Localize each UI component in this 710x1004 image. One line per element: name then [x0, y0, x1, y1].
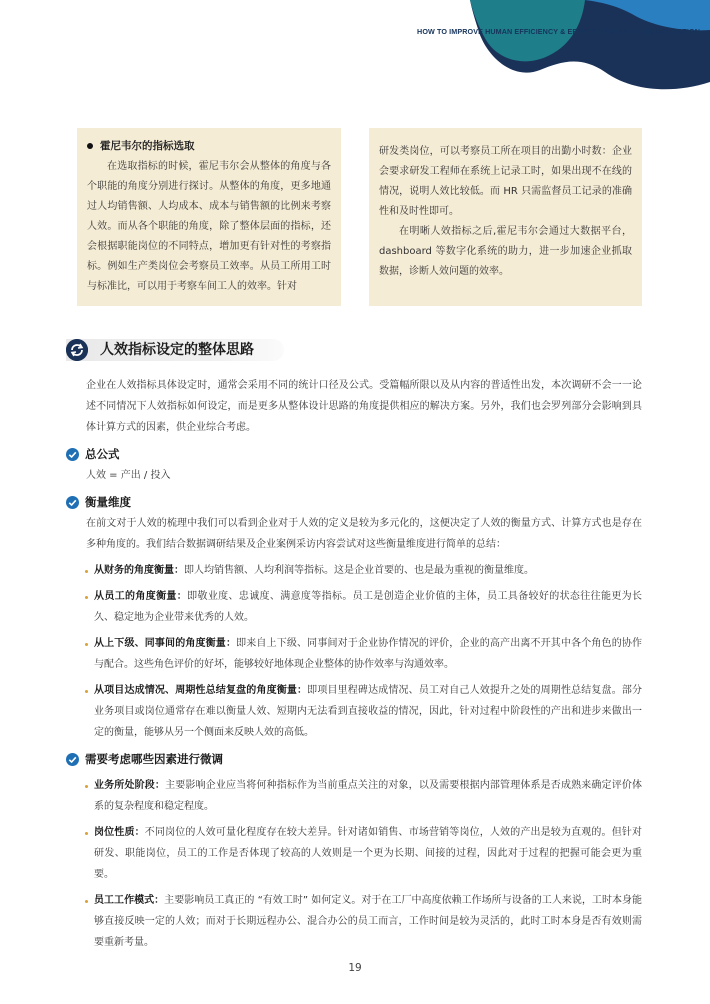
- case-box-right-paragraph-1: 研发类岗位，可以考察员工所在项目的出勤小时数：企业会要求研发工程师在系统上记录工时，如果出现不在线的情况，说明人效比较低。而 HR 只需监督员工记录的准确性和及时性即可。: [379, 146, 632, 217]
- main-content: [66, 375, 642, 953]
- bullet-dot-icon: [85, 643, 88, 646]
- list-item: [66, 680, 642, 743]
- dimensions-heading: [66, 491, 642, 513]
- list-item-label: 岗位性质：: [94, 827, 145, 838]
- list-item-text: 不同岗位的人效可量化程度存在较大差异。针对诸如销售、市场营销等岗位，人效的产出是较为直观的。但针对研发、职能岗位，员工的工作是否体现了较高的人效则是一个更为长期、间接的过程，因此对于过程的把握可能会更为重要。: [94, 827, 643, 880]
- bullet-dot-icon: [85, 596, 88, 599]
- list-item-text: 即来自上下级、同事间对于企业协作情况的评价，企业的高产出离不开其中各个角色的协作与配合。这些角色评价的好坏，能够较好地体现企业整体的协作效率与沟通效率。: [94, 638, 643, 670]
- case-box-right-paragraph-2: 在明晰人效指标之后,霍尼韦尔会通过大数据平台，dashboard 等数字化系统的助力，进一步加速企业抓取数据，诊断人效问题的效率。: [379, 226, 632, 277]
- case-box-left: [77, 128, 341, 306]
- list-item-text: 即敬业度、忠诚度、满意度等指标。员工是创造企业价值的主体，员工具备较好的状态往往能更为长久、稳定地为企业带来优秀的人效。: [94, 591, 643, 623]
- case-box-left-paragraph: 在选取指标的时候，霍尼韦尔会从整体的角度与各个职能的角度分别进行探讨。从整体的角度，更多地通过人均销售额、人均成本、成本与销售额的比例来考察人效。而从各个职能的角度，除了整体层面的指标，还会根据职能岗位的不同特点，增加更有针对性的考察指标。例如生产类岗位会考察员工效率。从员工所用工时与标准比，可以用于考察车间工人的效率。针对: [87, 161, 331, 292]
- list-item: [66, 560, 642, 581]
- list-item: [66, 586, 642, 628]
- header-decoration: [400, 0, 710, 100]
- bullet-dot-icon: [85, 570, 88, 573]
- factors-heading: [66, 748, 642, 770]
- formula-heading-text: 总公式: [85, 447, 120, 461]
- list-item: [66, 775, 642, 817]
- list-item-text: 主要影响企业应当将何种指标作为当前重点关注的对象，以及需要根据内部管理体系是否成熟来确定评价体系的复杂程度和稳定程度。: [94, 780, 643, 812]
- formula-heading: [66, 443, 642, 465]
- check-circle-icon: [66, 496, 79, 509]
- section-heading: [66, 336, 286, 364]
- list-item-label: 从财务的角度衡量：: [94, 565, 184, 576]
- formula-text: 人效 = 产出 / 投入: [86, 470, 171, 481]
- refresh-arrow-icon: [66, 339, 88, 361]
- running-header: HOW TO IMPROVE HUMAN EFFICIENCY & EFFECTIVENESS BY DIGITALIZATION: [417, 27, 700, 36]
- factors-heading-text: 需要考虑哪些因素进行微调: [85, 752, 223, 766]
- bullet-dot-icon: [85, 832, 88, 835]
- list-item-text: 主要影响员工真正的 “有效工时” 如何定义。对于在工厂中高度依赖工作场所与设备的工人来说，工时本身能够直接反映一定的人效；而对于长期远程办公、混合办公的员工而言，工作时间是较为灵活的，此时工时本身是否有效则需要重新考量。: [94, 895, 643, 948]
- dimensions-intro: 在前文对于人效的梳理中我们可以看到企业对于人效的定义是较为多元化的，这便决定了人效的衡量方式、计算方式也是存在多种角度的。我们结合数据调研结果及企业案例采访内容尝试对这些衡量维度进行简单的总结：: [86, 518, 642, 550]
- list-item: [66, 890, 642, 953]
- bullet-dot-icon: [87, 143, 93, 149]
- section-intro: 企业在人效指标具体设定时，通常会采用不同的统计口径及公式。受篇幅所限以及从内容的普适性出发，本次调研不会一一论述不同情况下人效指标如何设定，而是更多从整体设计思路的角度提供相应的解决方案。另外，我们也会罗列部分会影响到具体计算方式的因素，供企业综合考虑。: [86, 380, 642, 433]
- check-circle-icon: [66, 753, 79, 766]
- list-item: [66, 822, 642, 885]
- section-title: 人效指标设定的整体思路: [100, 342, 254, 358]
- check-circle-icon: [66, 448, 79, 461]
- list-item-label: 从项目达成情况、周期性总结复盘的角度衡量：: [94, 685, 308, 696]
- dimensions-heading-text: 衡量维度: [85, 495, 131, 509]
- case-box-heading: [87, 138, 331, 154]
- case-box-right: [369, 128, 642, 306]
- list-item-text: 即项目里程碑达成情况、员工对自己人效提升之处的周期性总结复盘。部分业务项目或岗位通常存在难以衡量人效、短期内无法看到直接收益的情况，因此，针对过程中阶段性的产出和进步来做出一定的衡量，能够从另一个侧面来反映人效的高低。: [94, 685, 643, 738]
- list-item-label: 从员工的角度衡量：: [94, 591, 188, 602]
- case-box-title: 霍尼韦尔的指标选取: [100, 140, 195, 152]
- list-item: [66, 633, 642, 675]
- list-item-label: 员工工作模式：: [94, 895, 165, 906]
- page-number: 19: [348, 962, 362, 974]
- list-item-text: 即人均销售额、人均利润等指标。这是企业首要的、也是最为重视的衡量维度。: [184, 565, 534, 576]
- list-item-label: 业务所处阶段：: [94, 780, 166, 791]
- bullet-dot-icon: [85, 900, 88, 903]
- bullet-dot-icon: [85, 785, 88, 788]
- bullet-dot-icon: [85, 690, 88, 693]
- list-item-label: 从上下级、同事间的角度衡量：: [94, 638, 237, 649]
